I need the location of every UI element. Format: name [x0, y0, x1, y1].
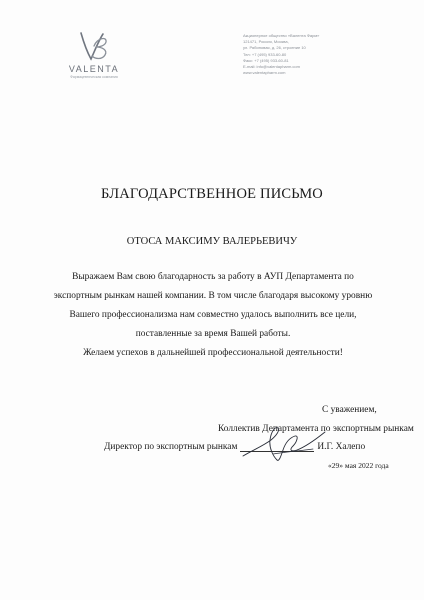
- company-line: Акционерное общество «Валента Фарм»: [243, 33, 320, 38]
- brand-tagline: Фармацевтическая компания: [70, 75, 118, 79]
- company-requisites: [243, 33, 373, 76]
- director-label: Директор по экспортным рынкам: [104, 442, 238, 452]
- brand-name: VALENTA: [68, 64, 120, 74]
- body-line: экспортным рынкам нашей компании. В том числе благодаря высокому уровню: [53, 291, 373, 301]
- body-line: Выражаем Вам свою благодарность за работу в АУП Департамента по: [72, 272, 354, 282]
- letter-title: БЛАГОДАРСТВЕННОЕ ПИСЬМО: [101, 186, 323, 202]
- director-name: И.Г. Халепо: [317, 442, 366, 452]
- recipient-name: ОТОСА МАКСИМУ ВАЛЕРЬЕВИЧУ: [126, 236, 298, 247]
- company-line: www.valentapharm.com: [243, 70, 286, 76]
- collective-line: Коллектив Департамента по экспортным рынкам: [218, 424, 414, 434]
- valenta-logo: [62, 30, 126, 79]
- company-line: 121471, Россия, Москва,: [243, 39, 289, 45]
- letter-date: «29» мая 2022 года: [328, 461, 389, 470]
- company-line: Факс: +7 (495) 933-60-81: [243, 57, 289, 63]
- letter-body: [50, 268, 376, 363]
- handwritten-signature-icon: [233, 416, 343, 476]
- company-line: E-mail: info@valentapharm.com: [243, 64, 300, 70]
- closing-phrase: С уважением,: [322, 405, 377, 415]
- valenta-monogram-icon: [77, 30, 111, 62]
- company-line: ул. Рябиновая, д. 26, строение 10: [243, 45, 306, 51]
- company-line: Тел: +7 (495) 933-60-80: [243, 51, 287, 57]
- body-line: Желаем успехов в дальнейшей профессиональной деятельности!: [83, 348, 343, 358]
- body-line: Вашего профессионализма нам совместно удалось выполнить все цели,: [69, 310, 357, 320]
- body-line: поставленные за время Вашей работы.: [135, 329, 291, 339]
